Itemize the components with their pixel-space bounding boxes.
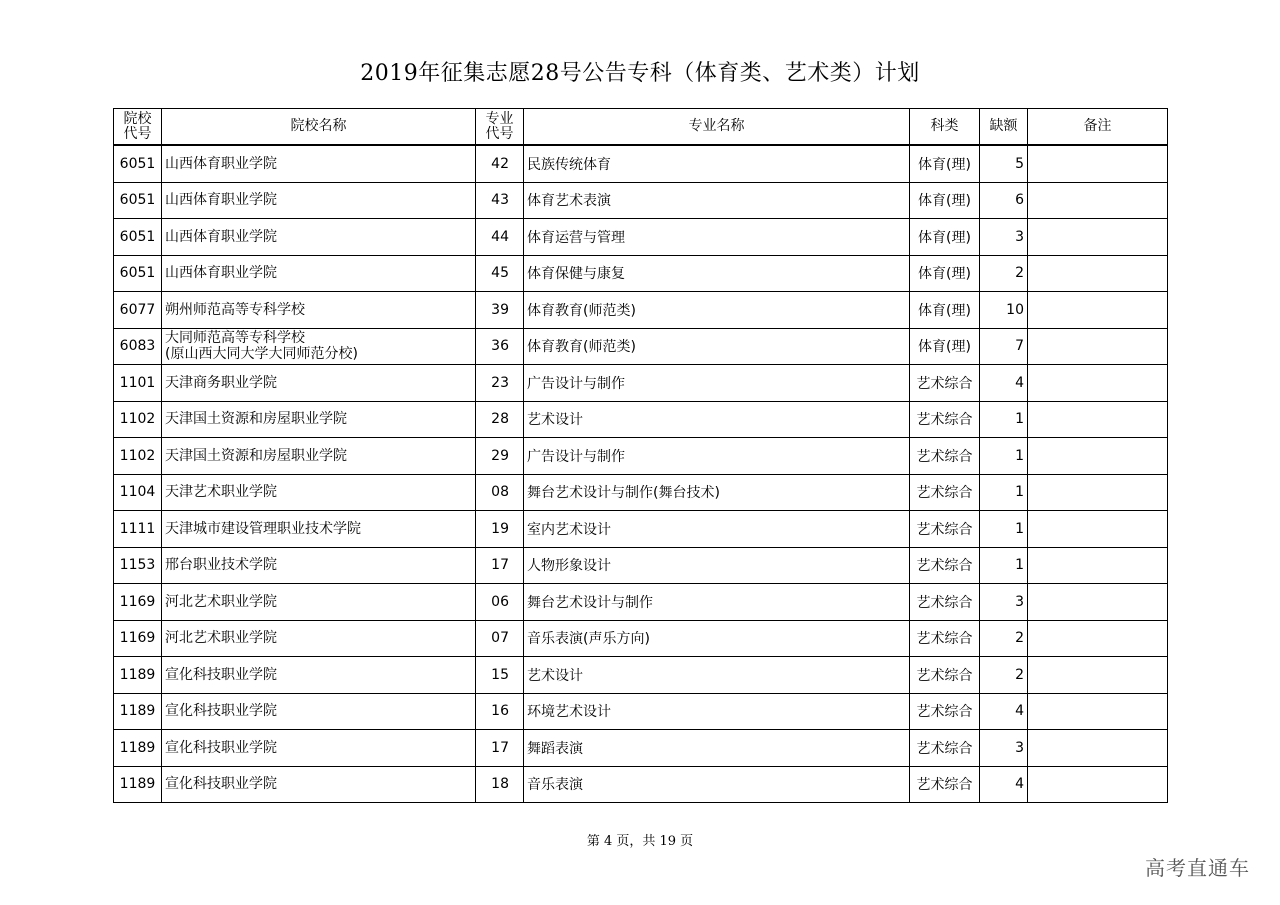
school-name-cell bbox=[162, 292, 476, 329]
table-row bbox=[114, 474, 1168, 511]
major-code-cell: 45 bbox=[476, 255, 524, 292]
school-name-cell bbox=[162, 766, 476, 803]
plan-table-body bbox=[114, 145, 1168, 803]
school-code-cell: 1169 bbox=[114, 584, 162, 621]
category-cell: 体育(理) bbox=[910, 255, 980, 292]
major-name-cell: 环境艺术设计 bbox=[524, 693, 910, 730]
school-name-text: 山西体育职业学院 bbox=[165, 155, 277, 172]
school-name-cell bbox=[162, 219, 476, 256]
remarks-cell bbox=[1028, 474, 1168, 511]
school-name-text: 朔州师范高等专科学校 bbox=[165, 301, 305, 318]
school-name-cell bbox=[162, 657, 476, 694]
table-row bbox=[114, 693, 1168, 730]
school-name-cell bbox=[162, 182, 476, 219]
plan-table bbox=[113, 108, 1168, 803]
vacancy-cell: 4 bbox=[980, 693, 1028, 730]
school-name-cell bbox=[162, 547, 476, 584]
major-code-cell: 07 bbox=[476, 620, 524, 657]
school-code-cell: 1153 bbox=[114, 547, 162, 584]
school-name-cell bbox=[162, 474, 476, 511]
major-name-cell: 体育运营与管理 bbox=[524, 219, 910, 256]
table-row bbox=[114, 255, 1168, 292]
category-cell: 体育(理) bbox=[910, 182, 980, 219]
major-name-cell: 艺术设计 bbox=[524, 657, 910, 694]
vacancy-cell: 1 bbox=[980, 474, 1028, 511]
major-code-cell: 08 bbox=[476, 474, 524, 511]
school-name-cell bbox=[162, 693, 476, 730]
school-code-cell: 1102 bbox=[114, 401, 162, 438]
major-name-cell: 音乐表演(声乐方向) bbox=[524, 620, 910, 657]
remarks-cell bbox=[1028, 401, 1168, 438]
major-code-cell: 16 bbox=[476, 693, 524, 730]
category-cell: 体育(理) bbox=[910, 292, 980, 329]
school-name-text: 山西体育职业学院 bbox=[165, 265, 277, 282]
major-code-cell: 18 bbox=[476, 766, 524, 803]
remarks-cell bbox=[1028, 145, 1168, 182]
school-name-text: 宣化科技职业学院 bbox=[165, 666, 277, 683]
category-cell: 体育(理) bbox=[910, 145, 980, 182]
major-name-cell: 民族传统体育 bbox=[524, 145, 910, 182]
table-row bbox=[114, 292, 1168, 329]
header-vacancy: 缺额 bbox=[980, 109, 1028, 146]
school-name-text: 宣化科技职业学院 bbox=[165, 776, 277, 793]
major-code-cell: 23 bbox=[476, 365, 524, 402]
school-name-text: 天津商务职业学院 bbox=[165, 374, 277, 391]
category-cell: 艺术综合 bbox=[910, 401, 980, 438]
major-code-cell: 44 bbox=[476, 219, 524, 256]
major-code-cell: 15 bbox=[476, 657, 524, 694]
school-name-text: 天津艺术职业学院 bbox=[165, 484, 277, 501]
vacancy-cell: 3 bbox=[980, 584, 1028, 621]
watermark: 高考直通车 bbox=[1145, 856, 1250, 880]
table-row bbox=[114, 365, 1168, 402]
page-number: 第 4 页，共 19 页 bbox=[586, 834, 694, 849]
school-name-text: 山西体育职业学院 bbox=[165, 228, 277, 245]
school-code-cell: 6051 bbox=[114, 145, 162, 182]
remarks-cell bbox=[1028, 328, 1168, 365]
table-row bbox=[114, 657, 1168, 694]
remarks-cell bbox=[1028, 511, 1168, 548]
school-code-cell: 1102 bbox=[114, 438, 162, 475]
major-name-cell: 室内艺术设计 bbox=[524, 511, 910, 548]
school-code-cell: 1101 bbox=[114, 365, 162, 402]
school-name-cell bbox=[162, 401, 476, 438]
table-row bbox=[114, 730, 1168, 767]
school-name-cell bbox=[162, 255, 476, 292]
school-code-cell: 1189 bbox=[114, 730, 162, 767]
category-cell: 体育(理) bbox=[910, 328, 980, 365]
school-code-cell: 1189 bbox=[114, 693, 162, 730]
header-category: 科类 bbox=[910, 109, 980, 146]
vacancy-cell: 2 bbox=[980, 657, 1028, 694]
school-name-cell bbox=[162, 328, 476, 365]
major-code-cell: 19 bbox=[476, 511, 524, 548]
major-name-cell: 艺术设计 bbox=[524, 401, 910, 438]
table-row bbox=[114, 401, 1168, 438]
school-code-cell: 1104 bbox=[114, 474, 162, 511]
table-row bbox=[114, 620, 1168, 657]
vacancy-cell: 3 bbox=[980, 219, 1028, 256]
vacancy-cell: 6 bbox=[980, 182, 1028, 219]
remarks-cell bbox=[1028, 255, 1168, 292]
school-code-cell: 6051 bbox=[114, 219, 162, 256]
major-code-cell: 06 bbox=[476, 584, 524, 621]
school-name-cell bbox=[162, 145, 476, 182]
category-cell: 艺术综合 bbox=[910, 438, 980, 475]
remarks-cell bbox=[1028, 547, 1168, 584]
major-name-cell: 体育艺术表演 bbox=[524, 182, 910, 219]
school-name-cell bbox=[162, 620, 476, 657]
vacancy-cell: 1 bbox=[980, 401, 1028, 438]
table-row bbox=[114, 511, 1168, 548]
school-name-cell bbox=[162, 365, 476, 402]
school-name-text: 天津城市建设管理职业技术学院 bbox=[165, 520, 361, 537]
school-name-text: 天津国土资源和房屋职业学院 bbox=[165, 411, 347, 428]
school-name-text: 天津国土资源和房屋职业学院 bbox=[165, 447, 347, 464]
remarks-cell bbox=[1028, 365, 1168, 402]
category-cell: 艺术综合 bbox=[910, 693, 980, 730]
table-row bbox=[114, 547, 1168, 584]
vacancy-cell: 1 bbox=[980, 438, 1028, 475]
category-cell: 艺术综合 bbox=[910, 365, 980, 402]
vacancy-cell: 7 bbox=[980, 328, 1028, 365]
major-code-cell: 36 bbox=[476, 328, 524, 365]
school-name-cell bbox=[162, 584, 476, 621]
header-major-code: 专业 代号 bbox=[476, 109, 524, 146]
school-name-text: 宣化科技职业学院 bbox=[165, 703, 277, 720]
school-code-cell: 1111 bbox=[114, 511, 162, 548]
major-code-cell: 29 bbox=[476, 438, 524, 475]
remarks-cell bbox=[1028, 657, 1168, 694]
major-name-cell: 舞台艺术设计与制作(舞台技术) bbox=[524, 474, 910, 511]
remarks-cell bbox=[1028, 182, 1168, 219]
remarks-cell bbox=[1028, 693, 1168, 730]
category-cell: 艺术综合 bbox=[910, 730, 980, 767]
major-name-cell: 体育教育(师范类) bbox=[524, 328, 910, 365]
header-school-name: 院校名称 bbox=[162, 109, 476, 146]
vacancy-cell: 2 bbox=[980, 255, 1028, 292]
major-name-cell: 人物形象设计 bbox=[524, 547, 910, 584]
school-name-text: 邢台职业技术学院 bbox=[165, 557, 277, 574]
remarks-cell bbox=[1028, 438, 1168, 475]
school-code-cell: 6051 bbox=[114, 182, 162, 219]
major-code-cell: 17 bbox=[476, 547, 524, 584]
school-name-text: 河北艺术职业学院 bbox=[165, 630, 277, 647]
vacancy-cell: 1 bbox=[980, 511, 1028, 548]
school-code-cell: 6051 bbox=[114, 255, 162, 292]
major-name-cell: 音乐表演 bbox=[524, 766, 910, 803]
category-cell: 艺术综合 bbox=[910, 511, 980, 548]
major-name-cell: 广告设计与制作 bbox=[524, 438, 910, 475]
vacancy-cell: 1 bbox=[980, 547, 1028, 584]
vacancy-cell: 4 bbox=[980, 365, 1028, 402]
remarks-cell bbox=[1028, 219, 1168, 256]
table-row bbox=[114, 328, 1168, 365]
vacancy-cell: 4 bbox=[980, 766, 1028, 803]
category-cell: 艺术综合 bbox=[910, 584, 980, 621]
major-code-cell: 17 bbox=[476, 730, 524, 767]
table-row bbox=[114, 145, 1168, 182]
major-name-cell: 广告设计与制作 bbox=[524, 365, 910, 402]
school-code-cell: 1189 bbox=[114, 766, 162, 803]
major-code-cell: 42 bbox=[476, 145, 524, 182]
major-name-cell: 舞蹈表演 bbox=[524, 730, 910, 767]
school-name-text: 大同师范高等专科学校 bbox=[165, 330, 305, 347]
vacancy-cell: 5 bbox=[980, 145, 1028, 182]
header-major-name: 专业名称 bbox=[524, 109, 910, 146]
table-row bbox=[114, 182, 1168, 219]
school-code-cell: 6083 bbox=[114, 328, 162, 365]
school-code-cell: 6077 bbox=[114, 292, 162, 329]
category-cell: 艺术综合 bbox=[910, 547, 980, 584]
school-code-cell: 1169 bbox=[114, 620, 162, 657]
table-row bbox=[114, 219, 1168, 256]
category-cell: 艺术综合 bbox=[910, 766, 980, 803]
category-cell: 艺术综合 bbox=[910, 620, 980, 657]
remarks-cell bbox=[1028, 730, 1168, 767]
category-cell: 体育(理) bbox=[910, 219, 980, 256]
major-code-cell: 28 bbox=[476, 401, 524, 438]
school-name-text: 宣化科技职业学院 bbox=[165, 739, 277, 756]
major-name-cell: 舞台艺术设计与制作 bbox=[524, 584, 910, 621]
major-code-cell: 43 bbox=[476, 182, 524, 219]
school-name-text: 河北艺术职业学院 bbox=[165, 593, 277, 610]
category-cell: 艺术综合 bbox=[910, 474, 980, 511]
remarks-cell bbox=[1028, 584, 1168, 621]
page-title: 2019年征集志愿28号公告专科（体育类、艺术类）计划 bbox=[360, 61, 920, 86]
school-name-text: 山西体育职业学院 bbox=[165, 192, 277, 209]
remarks-cell bbox=[1028, 620, 1168, 657]
category-cell: 艺术综合 bbox=[910, 657, 980, 694]
vacancy-cell: 2 bbox=[980, 620, 1028, 657]
vacancy-cell: 10 bbox=[980, 292, 1028, 329]
school-name-cell bbox=[162, 511, 476, 548]
school-name-cell bbox=[162, 730, 476, 767]
header-remarks: 备注 bbox=[1028, 109, 1168, 146]
school-name-cell bbox=[162, 438, 476, 475]
major-code-cell: 39 bbox=[476, 292, 524, 329]
table-row bbox=[114, 438, 1168, 475]
header-row bbox=[114, 109, 1168, 146]
major-name-cell: 体育教育(师范类) bbox=[524, 292, 910, 329]
table-row bbox=[114, 766, 1168, 803]
table-row bbox=[114, 584, 1168, 621]
school-code-cell: 1189 bbox=[114, 657, 162, 694]
major-name-cell: 体育保健与康复 bbox=[524, 255, 910, 292]
header-school-code: 院校 代号 bbox=[114, 109, 162, 146]
school-name-note: (原山西大同大学大同师范分校) bbox=[165, 346, 358, 363]
vacancy-cell: 3 bbox=[980, 730, 1028, 767]
remarks-cell bbox=[1028, 766, 1168, 803]
remarks-cell bbox=[1028, 292, 1168, 329]
